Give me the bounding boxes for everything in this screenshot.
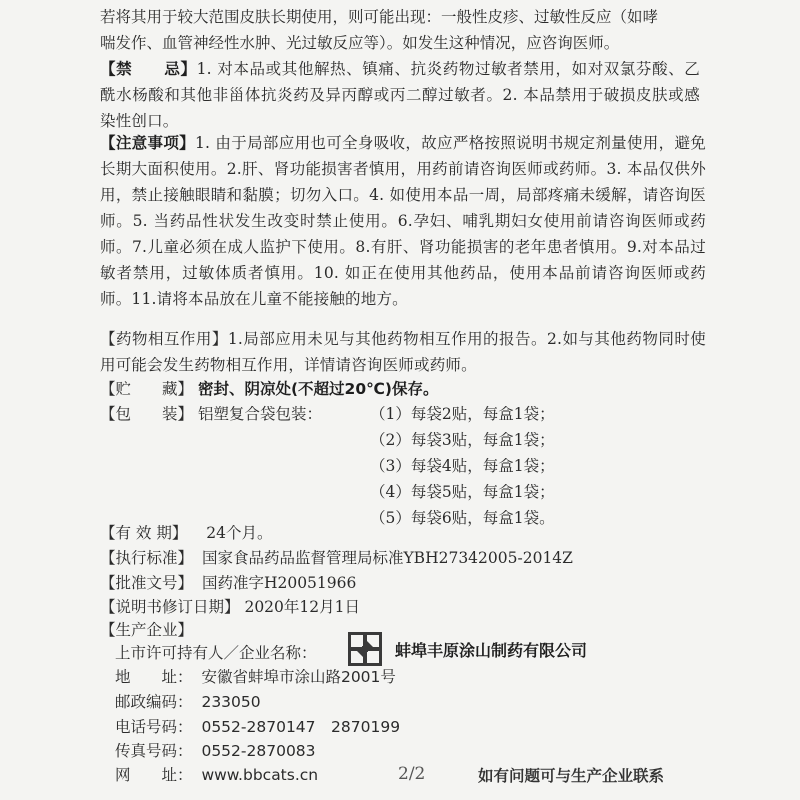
address-label: 地 址：: [115, 668, 193, 686]
web-row: [115, 762, 385, 788]
packaging-item: （5）每袋6贴，每盒1袋。: [370, 509, 555, 527]
packaging-label: 【包 装】: [100, 405, 194, 423]
approval-value: 国药准字H20051966: [201, 574, 357, 592]
contraindications-label: 【禁 忌】: [100, 60, 197, 78]
storage-label: 【贮 藏】: [100, 380, 194, 398]
precautions-text: 1. 由于局部应用也可全身吸收，故应严格按照说明书规定剂量使用，避免长期大面积使用。2.肝、肾功能损害者慎用，用药前请咨询医师或药师。3. 本品仅供外用，禁止接触眼睛和黏膜；切勿入口。4. 如使用本品一周，局部疼痛未缓解，请咨询医师。5. 当药品性状发生改变时禁止使用。6.孕妇、哺乳期妇女使用前请咨询医师或药师。7.儿童必须在成人监护下使用。8.有肝、肾功能损害的老年患者慎用。9.对本品过敏者禁用，过敏体质者慎用。10. 如正在使用其他药品，使用本品前请咨询医师或药师。11.请将本品放在儿童不能接触的地方。: [100, 134, 706, 308]
footer-note: 如有问题可与生产企业联系: [478, 767, 665, 785]
standard-label: 【执行标准】: [100, 549, 194, 567]
revision-value: 2020年12月1日: [244, 598, 360, 616]
storage-value: 密封、阴凉处(不超过20℃)保存。: [197, 380, 439, 398]
holder-label: 上市许可持有人／企业名称：: [115, 644, 317, 662]
postcode-label: 邮政编码：: [115, 693, 193, 711]
packaging-item: （1）每袋2贴，每盒1袋；: [370, 405, 555, 423]
fax-row: [115, 738, 735, 764]
storage-row: [100, 376, 720, 402]
interactions-label: 【药物相互作用】: [100, 330, 228, 348]
contraindications-text: 1. 对本品或其他解热、镇痛、抗炎药物过敏者禁用，如对双氯芬酸、乙酰水杨酸和其他非甾体抗炎药及异丙醇或丙二醇过敏者。2. 本品禁用于破损皮肤或感染性创口。: [100, 60, 701, 130]
intro-line-1: 若将其用于较大范围皮肤长期使用，则可能出现：一般性皮疹、过敏性反应（如哮: [100, 8, 659, 26]
page-number: 2/2: [398, 764, 426, 784]
postcode-row: [115, 689, 735, 715]
web-label: 网 址：: [115, 766, 193, 784]
company-logo-icon: [348, 632, 382, 666]
fax-value: 0552-2870083: [201, 742, 316, 760]
company-name: 蚌埠丰原涂山制药有限公司: [395, 641, 588, 660]
postcode-value: 233050: [201, 693, 261, 711]
approval-label: 【批准文号】: [100, 574, 194, 592]
fax-label: 传真号码：: [115, 742, 193, 760]
intro-line-2: 喘发作、血管神经性水肿、光过敏反应等）。如发生这种情况，应咨询医师。: [100, 34, 620, 52]
packaging-item: （2）每袋3贴，每盒1袋；: [370, 431, 555, 449]
approval-row: [100, 570, 720, 596]
validity-row: [100, 520, 720, 546]
validity-label: 【有 效 期】: [100, 524, 188, 542]
address-row: [115, 664, 735, 690]
standard-value: 国家食品药品监督管理局标准YBH27342005-2014Z: [201, 549, 573, 567]
manufacturer-label: 【生产企业】: [100, 621, 194, 639]
phone-label: 电话号码：: [115, 718, 193, 736]
revision-label: 【说明书修订日期】: [100, 598, 240, 616]
packaging-intro: 铝塑复合袋包装：: [197, 405, 322, 423]
precautions-section: [100, 130, 706, 312]
packaging-item: （4）每袋5贴，每盒1袋；: [370, 483, 555, 501]
standard-row: [100, 545, 720, 571]
contraindications-section: [100, 56, 700, 134]
validity-value: 24个月。: [206, 524, 273, 542]
packaging-item: （3）每袋4贴，每盒1袋；: [370, 457, 555, 475]
interactions-text: 1.局部应用未见与其他药物相互作用的报告。2.如与其他药物同时使用可能会发生药物相互作用，详情请咨询医师或药师。: [100, 330, 706, 374]
web-value: www.bbcats.cn: [201, 766, 319, 784]
phone-value: 0552-2870147 2870199: [201, 718, 401, 736]
address-value: 安徽省蚌埠市涂山路2001号: [201, 668, 396, 686]
precautions-label: 【注意事项】: [100, 134, 195, 152]
phone-row: [115, 714, 735, 740]
interactions-section: [100, 326, 706, 378]
